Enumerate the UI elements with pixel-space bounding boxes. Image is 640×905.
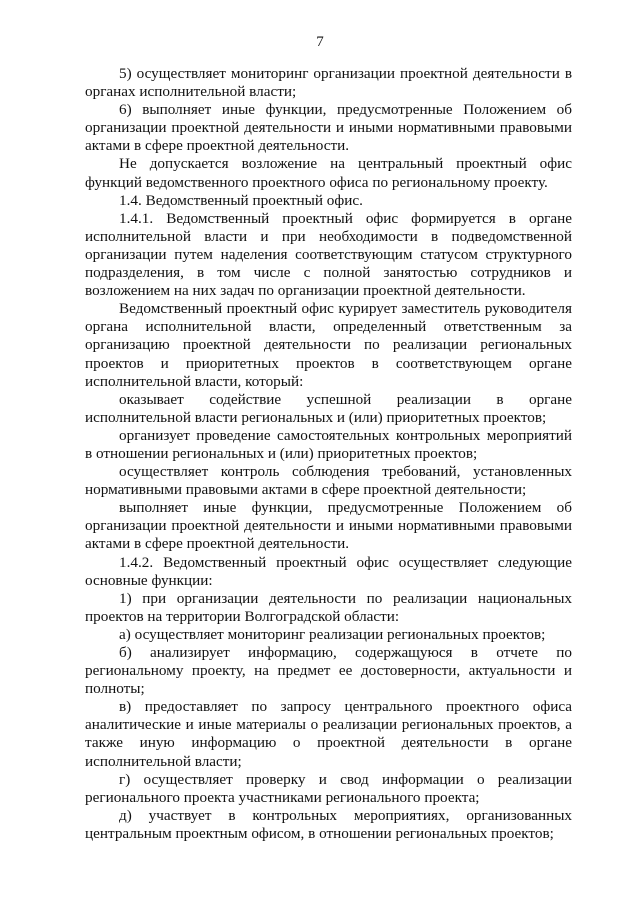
page-number: 7 (316, 34, 324, 50)
paragraph-item-g: г) осуществляет проверку и свод информации о реализации регионального проекта участниками регионального проекта; (85, 770, 572, 806)
paragraph-performs: выполняет иные функции, предусмотренные Положением об организации проектной деятельности и иными нормативными правовыми актами в сфере проектной деятельности. (85, 499, 572, 553)
paragraph-no-delegation: Не допускается возложение на центральный проектный офис функций ведомственного проектного офиса по региональному проекту. (85, 155, 572, 191)
paragraph-item-v: в) предоставляет по запросу центрального проектного офиса аналитические и иные материалы о реализации региональных проектов, а также иную информацию о проектной деятельности в органе исполнительной власти; (85, 698, 572, 770)
paragraph-item-a: а) осуществляет мониторинг реализации региональных проектов; (119, 625, 546, 643)
paragraph-item-1: 1) при организации деятельности по реализации национальных проектов на территории Волгоградской области: (85, 589, 572, 625)
paragraph-assists: оказывает содействие успешной реализации в органе исполнительной власти региональных и (или) приоритетных проектов; (85, 390, 572, 426)
paragraph-curator: Ведомственный проектный офис курирует заместитель руководителя органа исполнительной власти, определенный ответственным за организацию проектной деятельности по реализации региональных проектов и приоритетных проектов в соответствующем органе исполнительной власти, который: (85, 300, 572, 390)
paragraph-item-b: б) анализирует информацию, содержащуюся в отчете по региональному проекту, на предмет ее достоверности, актуальности и полноты; (85, 644, 572, 698)
paragraph-item-d: д) участвует в контрольных мероприятиях, организованных центральным проектным офисом, в отношении региональных проектов; (85, 806, 572, 842)
paragraph-5-monitoring: 5) осуществляет мониторинг организации проектной деятельности в органах исполнительной власти; (85, 65, 572, 101)
section-heading-1-4: 1.4. Ведомственный проектный офис. (119, 191, 363, 209)
paragraph-6-other-functions: 6) выполняет иные функции, предусмотренные Положением об организации проектной деятельности и иными нормативными правовыми актами в сфере проектной деятельности. (85, 101, 572, 155)
paragraph-organizes: организует проведение самостоятельных контрольных мероприятий в отношении региональных и (или) приоритетных проектов; (85, 426, 572, 462)
paragraph-1-4-1: 1.4.1. Ведомственный проектный офис формируется в органе исполнительной власти и при необходимости в подведомственной организации путем наделения соответствующим статусом структурного подразделения, в том числе с полной занятостью сотрудников и возложением на них задач по организации проектной деятельности. (85, 209, 572, 300)
paragraph-controls: осуществляет контроль соблюдения требований, установленных нормативными правовыми актами в сфере проектной деятельности; (85, 463, 572, 499)
paragraph-1-4-2: 1.4.2. Ведомственный проектный офис осуществляет следующие основные функции: (85, 553, 572, 589)
document-body (85, 65, 572, 843)
